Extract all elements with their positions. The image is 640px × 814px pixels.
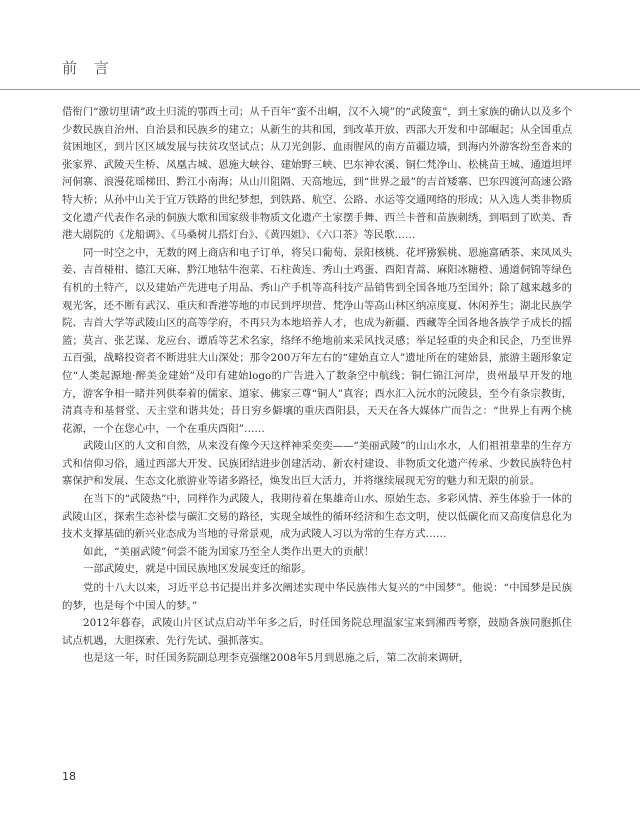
chapter-title: 前 言 [62, 59, 115, 77]
paragraph: 同一时空之中，无数的网上商店和电子订单，将吴口葡萄、景阳核桃、花坪猕猴桃、恩施富硒茶、来凤凤头姜、吉首椪柑、德江天麻、黔江地牯牛泡菜、石柱黄连、秀山土鸡蛋、酉阳青蒿、麻阳冰糖橙、通道侗锦等绿色有机的土特产，以及建始产先进电子用品、秀山产手机等高科技产品销售到全国各地乃至国外；除了越来越多的观光客，还不断有武汉、重庆和香港等地的市民到坪坝营、梵净山等高山林区纳凉度夏、休闲养生；湖北民族学院、吉首大学等武陵山区的高等学府，不再只为本地培养人才，也成为新疆、西藏等全国各地各族学子成长的摇篮；莫言、张艺谋、龙应台、谭盾等艺术名家，络绎不绝地前来采风找灵感；举足轻重的央企和民企，乃至世界五百强，战略投资者不断进驻大山深处；那令200万年左右的“建始直立人”遗址所在的建始县，旅游主题形象定位“人类起源地·醉美金建始”及印有建始logo的广告进入了数条空中航线；铜仁锦江河岸，贵州最早开发的地方，游客争相一睹并列供奉着的儒家、道家、佛家三尊“铜人”真容；酉水汇入沅水的沅陵县，至今有条宗教街，清真寺和基督堂、天主堂和谐共处；昔日穷乡僻壤的重庆酉阳县，天天在各大媒体广而告之：“世界上有两个桃花源，一个在您心中，一个在重庆酉阳”…… [62, 246, 572, 435]
text-block-second [62, 580, 572, 668]
paragraph: 2012年暮春，武陵山片区试点启动半年多之后，时任国务院总理温家宝来到湘西考察，鼓励各族同胞抓住试点机遇，大胆探索、先行先试、强抓落实。 [62, 617, 572, 647]
paragraph: 武陵山区的人文和自然，从来没有像今天这样神采奕奕——“美丽武陵”的山山水水，人们祖祖辈辈的生存方式和信仰习俗，通过西部大开发、民族团结进步创建活动、新农村建设、非物质文化遗产传承、少数民族特色村寨保护和发展、生态文化旅游业等诸多路径，焕发出巨大活力，并将继续展现无穷的魅力和无限的前景。 [62, 440, 572, 488]
running-header [0, 0, 640, 100]
paragraph: 借衔门“激切里请”政土归流的鄂西土司；从千百年“蛮不出峒，汉不入境”的“武陵蛮”，到土家族的确认以及多个少数民族自治州、自治县和民族乡的建立；从新生的共和国，到改革开放、西部大开发和中部崛起；从全国重点贫困地区，到片区区域发展与扶贫攻坚试点；从刀光剑影、血雨腥风的南方苗疆边墙，到海内外游客纷至沓来的张家界、武陵天生桥、凤凰古城、恩施大峡谷、建始野三峡、巴东神农溪、铜仁梵净山、松桃苗王城、通道坦坪河侗寨、浪漫花瑶梯田、黔江小南海；从山川阻隔、天高地远，到“世界之最”的吉首矮寨、巴东四渡河高速公路特大桥；从孙中山关于宜万铁路的世纪梦想，到铁路、航空、公路、水运等交通网络的形成；从入选人类非物质文化遗产代表作名录的侗族大歌和国家级非物质文化遗产土家摆手舞、西兰卡普和苗族刺绣，到唱到了欧美、香港大剧院的《龙船调》、《马桑树儿搭灯台》、《黄四姐》、《六口茶》等民歌…… [62, 106, 572, 242]
paragraph: 在当下的“武陵热”中，同样作为武陵人，我期待着在集雄奇山水、原始生态、多彩风情、养生体验于一体的武陵山区，探索生态补偿与碳汇交易的路径，实现全域性的循环经济和生态文明，使以低碳化而又高度信息化为技术支撑基础的新兴业态成为当地的寻常景观，成为武陵人习以为常的生存方式…… [62, 493, 572, 541]
paragraph: 也是这一年，时任国务院副总理李克强继2008年5月到恩施之后，第二次前来调研， [83, 652, 470, 665]
text-block-main [62, 104, 572, 579]
paragraph: 一部武陵史，就是中国民族地区发展变迁的缩影。 [83, 563, 312, 576]
paragraph: 如此，“美丽武陵”何尝不能为国家乃至全人类作出更大的贡献！ [83, 545, 375, 558]
header-rule [0, 89, 640, 90]
page-number: 18 [62, 770, 76, 783]
paragraph: 党的十八大以来，习近平总书记提出并多次阐述实现中华民族伟大复兴的“中国梦”。他说：“中国梦是民族的梦，也是每个中国人的梦。” [62, 582, 572, 612]
